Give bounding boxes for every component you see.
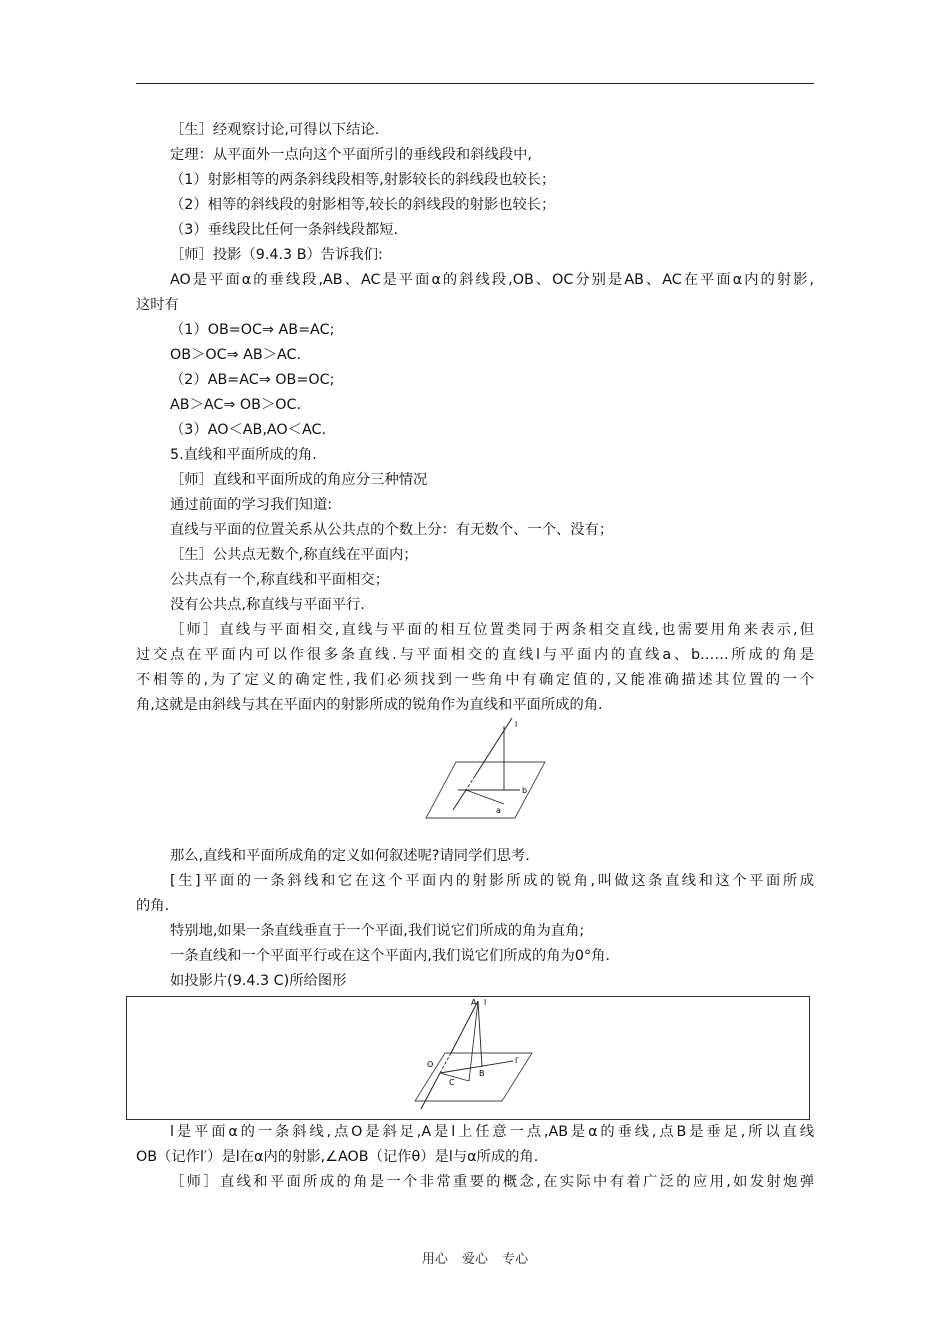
section-heading: 5.直线和平面所成的角. <box>170 447 317 463</box>
footer-item: 专心 <box>502 1252 529 1267</box>
page-body <box>136 118 814 718</box>
text-line: （2）相等的斜线段的射影相等,较长的斜线段的射影也较长； <box>170 197 556 213</box>
text-line: ［生］公共点无数个,称直线在平面内； <box>170 547 418 563</box>
label-a: a <box>496 806 501 815</box>
text-line: 如投影片(9.4.3 C)所给图形 <box>170 973 347 989</box>
page-footer <box>0 1248 950 1267</box>
footer-item: 爱心 <box>461 1252 488 1267</box>
page-body-continued <box>136 844 814 994</box>
label-l: l <box>484 998 487 1007</box>
text-line: 那么,直线和平面所成角的定义如何叙述呢?请同学们思考. <box>170 848 530 864</box>
text-line: ［生］经观察讨论,可得以下结论. <box>170 122 380 138</box>
text-line: ［师］直线和平面所成的角是一个非常重要的概念,在实际中有着广泛的应用,如发射炮弹 <box>170 1174 814 1190</box>
label-B: B <box>479 1069 485 1078</box>
text-line: （1）OB=OC⇒ AB=AC; <box>170 322 335 338</box>
text-line: OB＞OC⇒ AB＞AC. <box>170 347 302 363</box>
text-line: l是平面α的一条斜线,点O是斜足,A是l上任意一点,AB是α的垂线,点B是垂足,所以直线 <box>170 1124 814 1140</box>
label-b: b <box>522 786 528 795</box>
text-line: 通过前面的学习我们知道: <box>170 497 333 513</box>
text-line: 定理：从平面外一点向这个平面所引的垂线段和斜线段中, <box>170 147 532 163</box>
slant-line-figure <box>405 997 535 1115</box>
text-line: 过交点在平面内可以作很多条直线.与平面相交的直线l与平面内的直线a、b……所成的角是 <box>136 647 814 663</box>
text-line: 的角. <box>136 898 170 914</box>
text-line: 一条直线和一个平面平行或在这个平面内,我们说它们所成的角为0°角. <box>170 948 610 964</box>
page-body-end <box>136 1120 814 1195</box>
text-line: 直线与平面的位置关系从公共点的个数上分：有无数个、一个、没有； <box>170 522 614 538</box>
label-A: A <box>471 998 477 1007</box>
text-line: ［师］直线与平面相交,直线与平面的相互位置类同于两条相交直线,也需要用角来表示,但 <box>170 622 814 638</box>
text-line: [生]平面的一条斜线和它在这个平面内的射影所成的锐角,叫做这条直线和这个平面所成 <box>170 873 814 889</box>
label-l-prime: l′ <box>515 1056 520 1065</box>
text-line: 这时有 <box>136 297 179 313</box>
text-line: （3）AO＜AB,AO＜AC. <box>170 422 327 438</box>
label-C: C <box>449 1078 455 1087</box>
text-line: 特别地,如果一条直线垂直于一个平面,我们说它们所成的角为直角; <box>170 923 585 939</box>
text-line: OB（记作l′）是l在α内的射影,∠AOB（记作θ）是l与α所成的角. <box>136 1149 539 1165</box>
text-line: （3）垂线段比任何一条斜线段都短. <box>170 222 399 238</box>
text-line: 没有公共点,称直线与平面平行. <box>170 597 365 613</box>
text-line: AB＞AC⇒ OB＞OC. <box>170 397 302 413</box>
text-line: 不相等的,为了定义的确定性,我们必须找到一些角中有确定值的,又能准确描述其位置的一个 <box>136 672 814 688</box>
footer-item: 用心 <box>421 1252 448 1267</box>
text-line: ［师］直线和平面所成的角应分三种情况 <box>170 472 428 488</box>
text-line: ［师］投影（9.4.3 B）告诉我们: <box>170 247 383 263</box>
header-rule <box>136 83 814 84</box>
line-plane-angle-figure <box>420 718 555 826</box>
text-line: AO是平面α的垂线段,AB、AC是平面α的斜线段,OB、OC分别是AB、AC在平面α内的射影, <box>170 272 814 288</box>
label-l: l <box>515 720 518 729</box>
text-line: 公共点有一个,称直线和平面相交； <box>170 572 389 588</box>
text-line: （2）AB=AC⇒ OB=OC; <box>170 372 335 388</box>
projection-figure-box <box>126 996 810 1120</box>
text-line: （1）射影相等的两条斜线段相等,射影较长的斜线段也较长； <box>170 172 556 188</box>
text-line: 角,这就是由斜线与其在平面内的射影所成的锐角作为直线和平面所成的角. <box>136 697 603 713</box>
label-O: O <box>427 1060 434 1069</box>
